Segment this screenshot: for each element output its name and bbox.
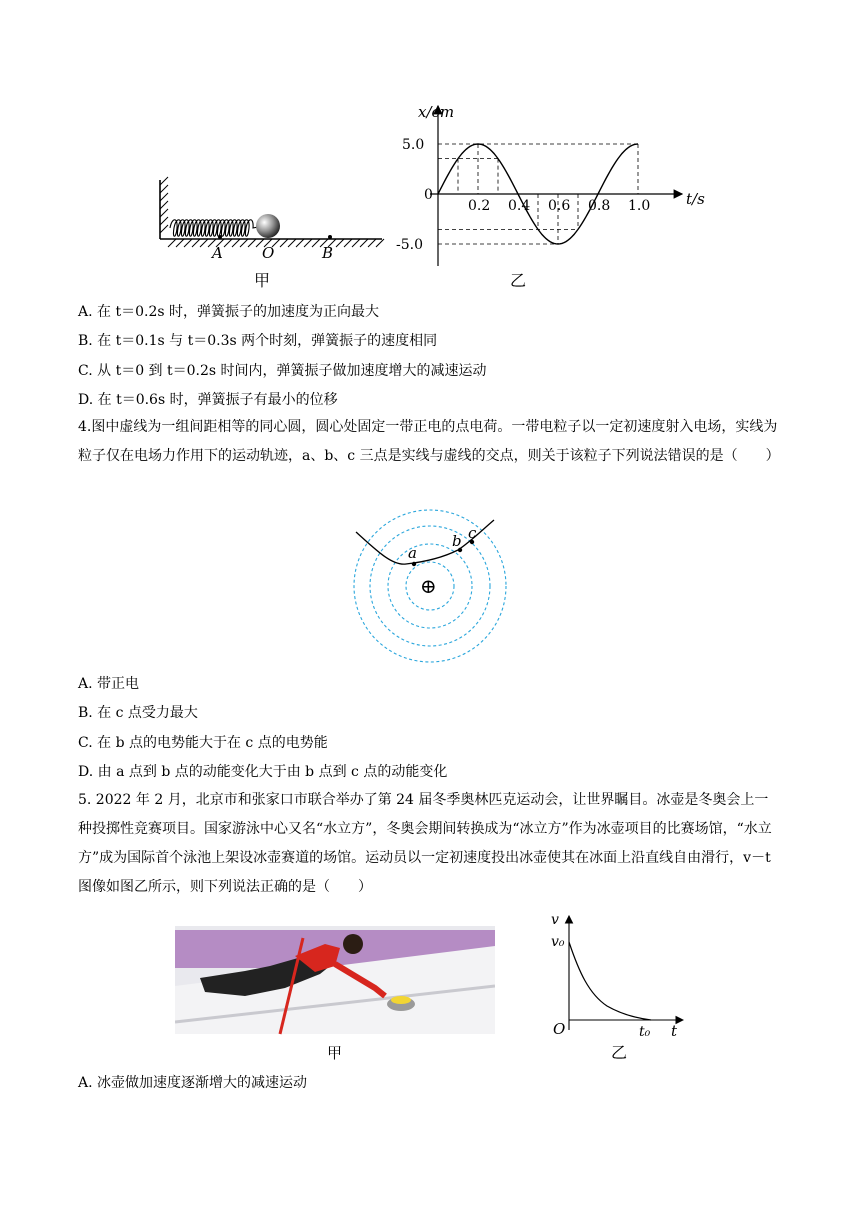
label-c: c <box>468 524 477 542</box>
positive-charge-icon: ⊕ <box>420 574 437 598</box>
floor-hatch-line <box>296 239 304 247</box>
figure-caption: 甲 <box>254 271 271 290</box>
x-tick-label: 0.2 <box>468 198 491 214</box>
floor-hatch-line <box>288 239 296 247</box>
xt-graph <box>390 98 720 293</box>
q4-option-d: D. 由 a 点到 b 点的动能变化大于由 b 点到 c 点的动能变化 <box>78 764 448 780</box>
v0-label: v₀ <box>551 934 565 950</box>
floor-hatch-line <box>280 239 288 247</box>
ball <box>256 214 280 238</box>
floor-hatch-line <box>344 239 352 247</box>
origin-label: 0 <box>424 187 433 203</box>
floor-hatch-line <box>312 239 320 247</box>
figure-caption: 乙 <box>611 1043 628 1062</box>
floor-hatch-line <box>248 239 256 247</box>
q4-option-a: A. 带正电 <box>78 676 140 692</box>
y-tick-label: 5.0 <box>402 137 425 153</box>
q3-option-a: A. 在 t＝0.2s 时，弹簧振子的加速度为正向最大 <box>78 304 379 320</box>
origin-label: O <box>553 1020 566 1038</box>
floor-hatch-line <box>224 239 232 247</box>
floor-hatch-line <box>304 239 312 247</box>
label-a: a <box>408 544 417 562</box>
x-tick-label: 0.4 <box>508 198 531 214</box>
floor-hatch-line <box>192 239 200 247</box>
q3-option-c: C. 从 t＝0 到 t＝0.2s 时间内，弹簧振子做加速度增大的减速运动 <box>78 363 487 379</box>
figure-caption: 乙 <box>510 271 527 290</box>
x-axis-label: t/s <box>686 190 705 208</box>
figure-caption: 甲 <box>327 1044 343 1062</box>
point-a <box>412 562 416 566</box>
y-axis-label: v <box>551 912 559 928</box>
x-tick-label: 0.6 <box>548 198 571 214</box>
label-A: A <box>212 244 223 262</box>
x-tick-label: 1.0 <box>628 198 651 214</box>
floor-hatch-line <box>232 239 240 247</box>
floor-hatch-line <box>184 239 192 247</box>
x-tick-label: 0.8 <box>588 198 611 214</box>
q4-option-c: C. 在 b 点的电势能大于在 c 点的电势能 <box>78 735 328 751</box>
floor-hatch-line <box>168 239 176 247</box>
q3-option-d: D. 在 t＝0.6s 时，弹簧振子有最小的位移 <box>78 392 338 408</box>
q5-stem: 5. 2022 年 2 月，北京市和张家口市联合举办了第 24 届冬季奥林匹克运动会，让世界瞩目。冰壶是冬奥会上一种投掷性竞赛项目。国家游泳中心又名“水立方”，冬奥会期间转换成为“冰立方”作为冰壶项目的比赛场馆，“水立方”成为国际首个泳池上架设冰壶赛道的场馆。运动员以一定初速度投出冰壶使其在冰面上沿直线自由滑行，v－t 图像如图乙所示，则下列说法正确的是（ ） <box>78 792 772 895</box>
q4-option-b: B. 在 c 点受力最大 <box>78 705 198 721</box>
floor-hatch-line <box>200 239 208 247</box>
point-B <box>328 235 332 239</box>
vt-graph <box>545 910 695 1065</box>
spring <box>170 220 258 237</box>
floor-hatch-line <box>368 239 376 247</box>
y-axis-label: x/cm <box>418 103 455 121</box>
point-A <box>218 235 222 239</box>
curling-photo <box>175 926 495 1066</box>
label-B: B <box>322 244 334 262</box>
label-O: O <box>262 244 275 262</box>
floor-hatch-line <box>240 239 248 247</box>
q3-option-b: B. 在 t＝0.1s 与 t＝0.3s 两个时刻，弹簧振子的速度相同 <box>78 333 438 349</box>
x-axis-label: t <box>671 1022 678 1040</box>
y-tick-label: -5.0 <box>396 237 423 253</box>
floor-hatch-line <box>360 239 368 247</box>
q5-option-a: A. 冰壶做加速度逐渐增大的减速运动 <box>78 1075 308 1091</box>
spring-oscillator-figure <box>150 175 390 290</box>
floor-hatch-line <box>176 239 184 247</box>
q4-stem: 4.图中虚线为一组间距相等的同心圆，圆心处固定一带正电的点电荷。一带电粒子以一定初速度射入电场，实线为粒子仅在电场力作用下的运动轨迹，a、b、c 三点是实线与虚线的交点，则关于该粒子下列说法错误的是（ ） <box>78 419 780 464</box>
floor-hatch-line <box>336 239 344 247</box>
t0-label: t₀ <box>639 1024 651 1040</box>
velocity-curve <box>569 942 651 1020</box>
electric-field-figure <box>352 508 512 668</box>
floor-hatch-line <box>376 239 384 247</box>
floor-hatch-line <box>352 239 360 247</box>
label-b: b <box>452 532 462 550</box>
